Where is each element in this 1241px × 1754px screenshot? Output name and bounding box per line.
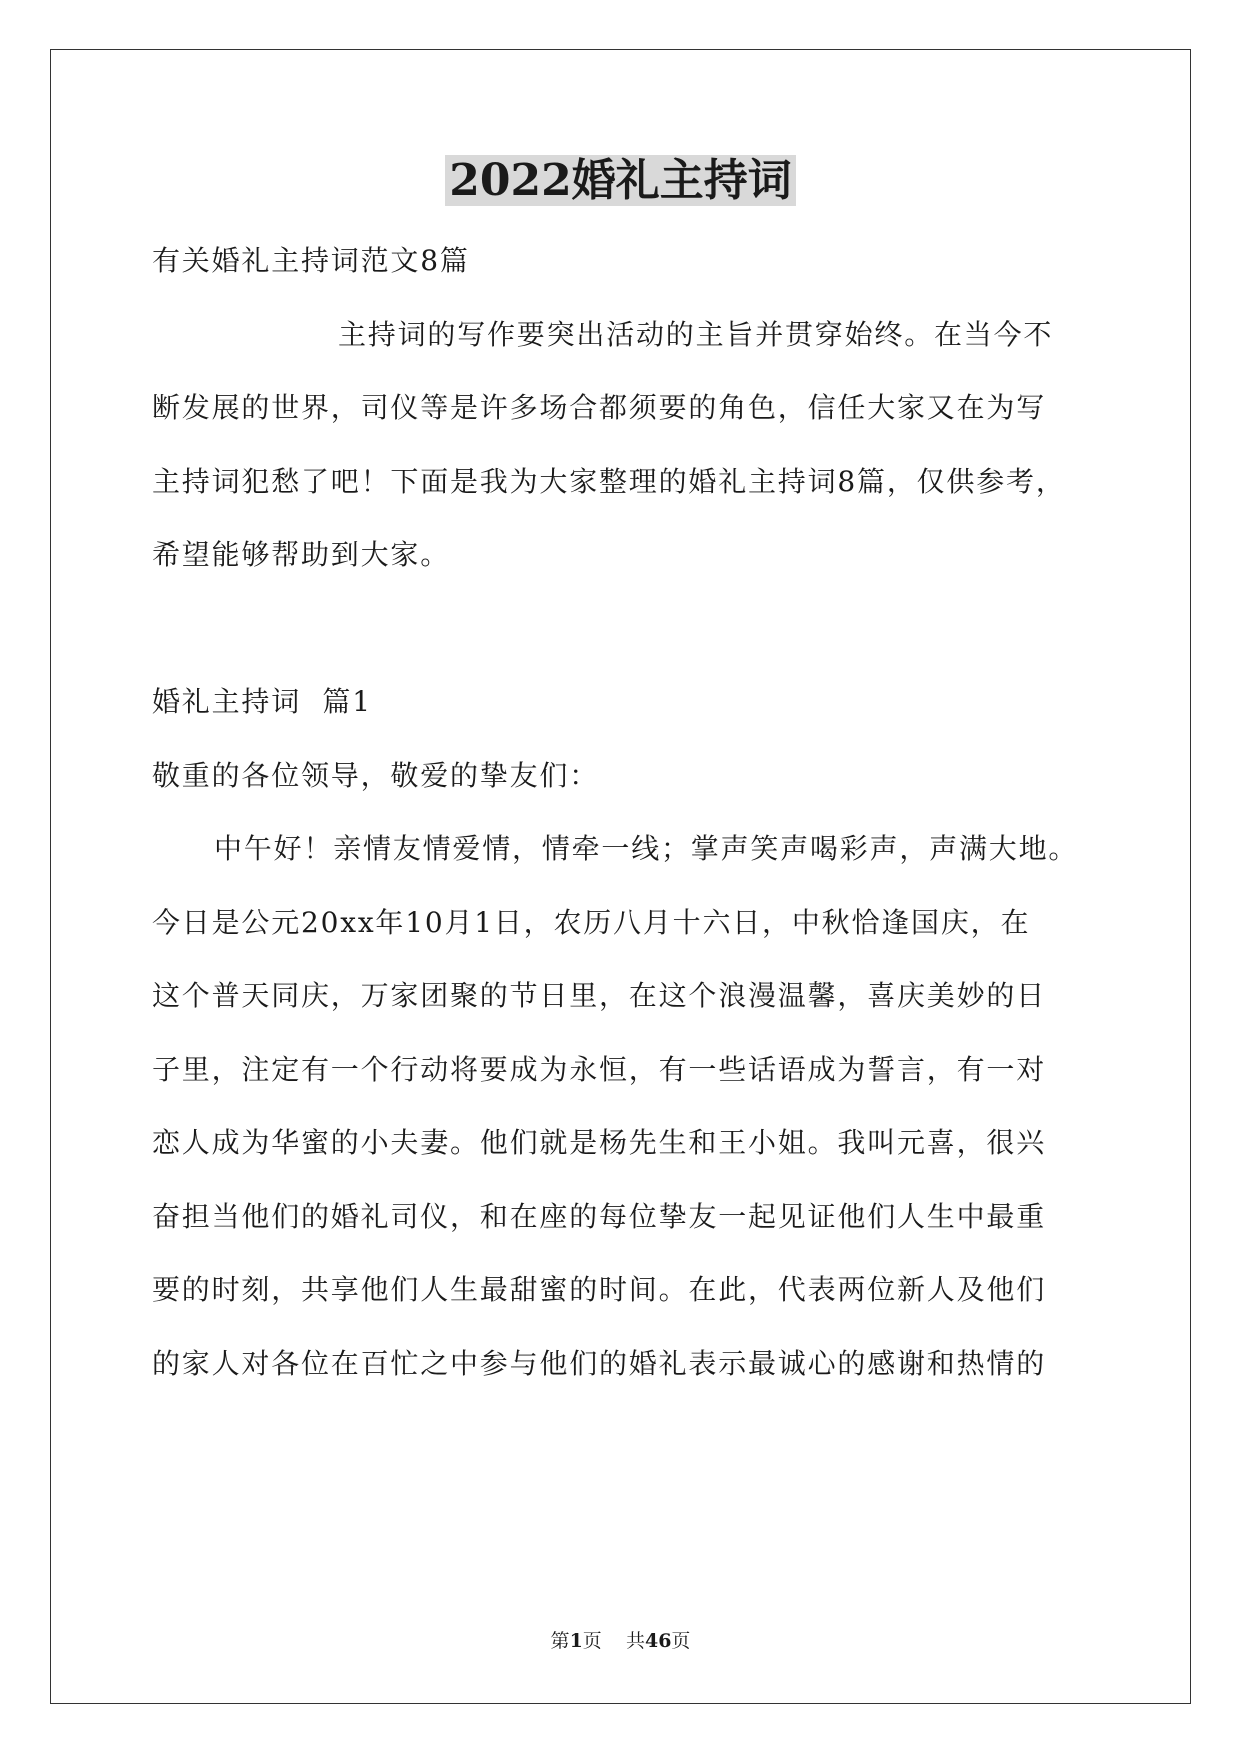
document-title: [0, 150, 1241, 212]
body-line-6: 奋担当他们的婚礼司仪，和在座的每位挚友一起见证他们人生中最重: [152, 1200, 1047, 1233]
body-line-1: 中午好！亲情友情爱情，情牵一线；掌声笑声喝彩声，声满大地。: [214, 832, 1079, 865]
body-line-3: 这个普天同庆，万家团聚的节日里，在这个浪漫温馨，喜庆美妙的日: [152, 979, 1047, 1012]
page-border: [50, 49, 1191, 1704]
body-line-7: 要的时刻，共享他们人生最甜蜜的时间。在此，代表两位新人及他们: [152, 1273, 1047, 1306]
intro-line-3: 主持词犯愁了吧！下面是我为大家整理的婚礼主持词8篇，仅供参考，: [152, 465, 1066, 498]
page-footer: [0, 1628, 1241, 1654]
section-heading: 婚礼主持词 篇1: [152, 685, 372, 718]
greeting-line: 敬重的各位领导，敬爱的挚友们：: [152, 759, 600, 792]
footer-prefix: 第: [550, 1630, 570, 1652]
body-line-2: 今日是公元20xx年10月1日，农历八月十六日，中秋恰逢国庆，在: [152, 906, 1031, 939]
body-line-4: 子里，注定有一个行动将要成为永恒，有一些话语成为誓言，有一对: [152, 1053, 1047, 1086]
document-subtitle: 有关婚礼主持词范文8篇: [152, 244, 470, 277]
footer-current-page: 1: [569, 1630, 583, 1652]
footer-middle: 页 共: [582, 1630, 645, 1652]
body-line-8: 的家人对各位在百忙之中参与他们的婚礼表示最诚心的感谢和热情的: [152, 1347, 1047, 1380]
document-title-text: 2022婚礼主持词: [445, 155, 795, 206]
footer-suffix: 页: [671, 1630, 691, 1652]
intro-line-4: 希望能够帮助到大家。: [152, 538, 451, 571]
intro-line-1: 主持词的写作要突出活动的主旨并贯穿始终。在当今不: [338, 318, 1054, 351]
footer-total-pages: 46: [644, 1630, 672, 1652]
intro-line-2: 断发展的世界，司仪等是许多场合都须要的角色，信任大家又在为写: [152, 391, 1047, 424]
body-line-5: 恋人成为华蜜的小夫妻。他们就是杨先生和王小姐。我叫元喜，很兴: [152, 1126, 1047, 1159]
